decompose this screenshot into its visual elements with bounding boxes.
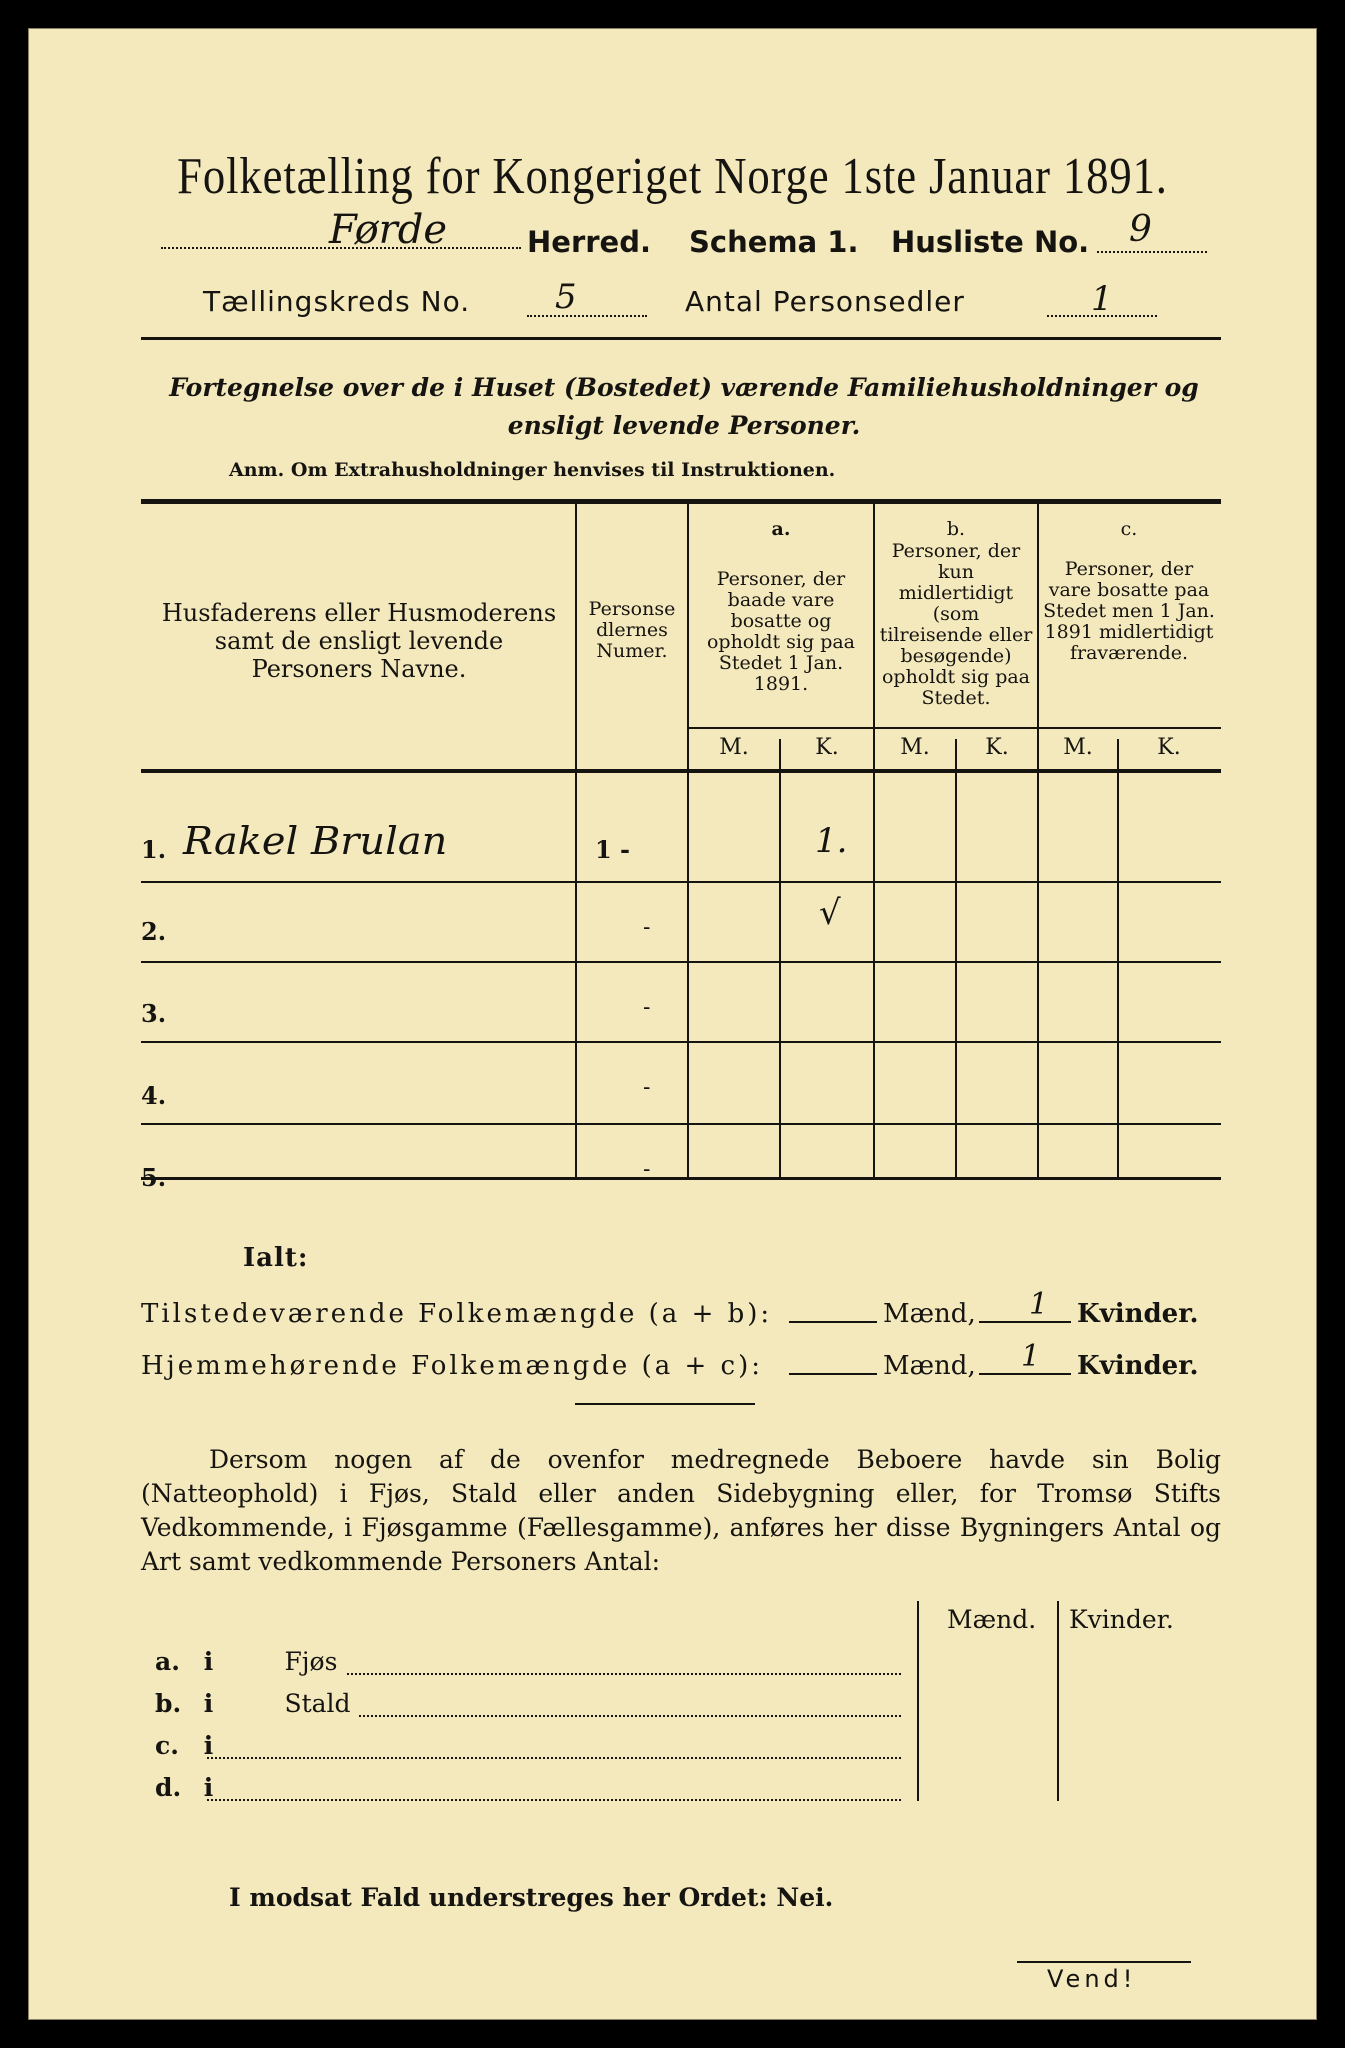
- table-top-rule: [141, 499, 1221, 504]
- maend-word: Mænd,: [883, 1299, 976, 1329]
- col-b-header: Personer, der kun midlertidigt (som tilreisende eller besøgende) opholdt sig paa Stedet.: [879, 540, 1033, 709]
- maend-blank: [789, 1373, 877, 1375]
- form-title: Folketælling for Kongeriget Norge 1ste Januar 1891.: [177, 148, 1168, 205]
- m-label: M.: [1063, 735, 1093, 760]
- col-b-letter: b.: [946, 518, 966, 540]
- husliste-label: Husliste No.: [891, 225, 1090, 259]
- sedler-number: -: [643, 1075, 651, 1100]
- husliste-dotline: [1097, 251, 1207, 253]
- item-dotline: [347, 1673, 901, 1675]
- item-label: Fjøs: [284, 1647, 338, 1676]
- col-c-letter: c.: [1120, 518, 1138, 540]
- kvinder-header: Kvinder.: [1069, 1605, 1174, 1634]
- row-line: [141, 1041, 1221, 1043]
- row-number: 5.: [141, 1163, 167, 1192]
- building-item-c: [155, 1731, 905, 1760]
- buildings-col-divider: [917, 1601, 919, 1801]
- item-i: i: [203, 1689, 214, 1718]
- item-i: i: [203, 1731, 214, 1760]
- person-name: Rakel Brulan: [183, 819, 448, 863]
- item-dotline: [207, 1757, 901, 1759]
- kreds-label: Tællingskreds No.: [203, 285, 471, 318]
- item-letter: d.: [155, 1773, 182, 1802]
- line1-kvinder-value: 1: [1029, 1287, 1049, 1322]
- col-c-header: Personer, der vare bosatte paa Stedet men 1 Jan. 1891 midlertidigt fraværende.: [1043, 558, 1215, 664]
- row-line: [141, 881, 1221, 883]
- item-letter: b.: [155, 1689, 182, 1718]
- total-line2-label: Hjemmehørende Folkemængde (a + c):: [141, 1351, 763, 1381]
- col-num-header: Personsedlernes Numer.: [588, 598, 676, 662]
- row-number: 1.: [141, 835, 167, 864]
- col-name-header: Husfaderens eller Husmoderens samt de ensligt levende Personers Navne.: [161, 599, 557, 683]
- kvinder-word: Kvinder.: [1077, 1299, 1199, 1329]
- sedler-number: -: [643, 915, 651, 940]
- vend-text: Vend!: [1047, 1965, 1137, 1993]
- col-a-letter: a.: [771, 518, 791, 540]
- section-divider: [575, 1403, 755, 1405]
- item-letter: c.: [155, 1731, 179, 1760]
- a-k-check: √: [819, 893, 841, 933]
- vend-rule: [1017, 1961, 1191, 1963]
- m-label: M.: [719, 735, 749, 760]
- intro-text: Fortegnelse over de i Huset (Bostedet) værende Familiehusholdninger og ensligt levende Personer.: [169, 373, 1199, 440]
- maend-word: Mænd,: [883, 1351, 976, 1381]
- building-item-a: [155, 1647, 905, 1676]
- col-a-header: Personer, der baade vare bosatte og opholdt sig paa Stedet 1 Jan. 1891.: [706, 568, 856, 695]
- census-form: [28, 28, 1317, 2020]
- ialt-label: Ialt:: [243, 1243, 309, 1273]
- row-number: 2.: [141, 917, 167, 946]
- nei-text: I modsat Fald understreges her Ordet: Nei.: [229, 1883, 834, 1912]
- kreds-dotline: [527, 315, 647, 317]
- sedler-number: -: [643, 1157, 651, 1182]
- item-dotline: [207, 1799, 901, 1801]
- table-bottom-rule: [141, 1177, 1221, 1180]
- buildings-text: Dersom nogen af de ovenfor medregnede Beboere havde sin Bolig (Natteophold) i Fjøs, Stald eller anden Sidebygning eller, for Tromsø Stifts Vedkommende, i Fjøsgamme (Fællesgamme), anføres her disse Bygningers Antal og Art samt vedkommende Personers Antal:: [141, 1445, 1221, 1576]
- mk-separator-rule: [687, 727, 1221, 729]
- k-label: K.: [815, 735, 839, 760]
- kreds-no: 5: [555, 277, 577, 317]
- herred-label: Herred.: [527, 225, 651, 259]
- row-number: 3.: [141, 999, 167, 1028]
- item-i: i: [203, 1773, 214, 1802]
- col-divider: [873, 504, 875, 1178]
- table-header-bottom-rule: [141, 769, 1221, 773]
- herred-name: Førde: [329, 207, 448, 253]
- row-number: 4.: [141, 1081, 167, 1110]
- sedler-number: 1 -: [595, 835, 631, 864]
- sedler-number: -: [643, 995, 651, 1020]
- m-label: M.: [900, 735, 930, 760]
- col-divider: [575, 504, 577, 1178]
- row-line: [141, 1123, 1221, 1125]
- building-item-d: [155, 1773, 905, 1802]
- total-line1-label: Tilstedeværende Folkemængde (a + b):: [141, 1299, 773, 1329]
- header-rule: [141, 337, 1221, 340]
- schema-label: Schema 1.: [689, 225, 859, 259]
- antal-no: 1: [1091, 279, 1113, 319]
- row-line: [141, 961, 1221, 963]
- anm-text: Anm. Om Extrahusholdninger henvises til Instruktionen.: [229, 459, 836, 481]
- k-label: K.: [1157, 735, 1181, 760]
- husliste-no: 9: [1129, 209, 1152, 250]
- item-letter: a.: [155, 1647, 180, 1676]
- k-label: K.: [985, 735, 1009, 760]
- maend-blank: [789, 1321, 877, 1323]
- col-divider: [687, 504, 689, 1178]
- col-divider: [955, 739, 957, 1178]
- maend-header: Mænd.: [947, 1605, 1037, 1634]
- kvinder-blank: [979, 1321, 1071, 1323]
- item-dotline: [359, 1715, 901, 1717]
- building-item-b: [155, 1689, 905, 1718]
- kvinder-word: Kvinder.: [1077, 1351, 1199, 1381]
- col-divider: [1037, 504, 1039, 1178]
- a-k-value: 1.: [815, 821, 848, 861]
- antal-label: Antal Personsedler: [685, 285, 965, 318]
- item-i: i: [203, 1647, 214, 1676]
- item-label: Stald: [284, 1689, 351, 1718]
- col-divider: [779, 739, 781, 1178]
- col-divider: [1117, 739, 1119, 1178]
- buildings-col-divider: [1057, 1601, 1059, 1801]
- line2-kvinder-value: 1: [1021, 1339, 1041, 1374]
